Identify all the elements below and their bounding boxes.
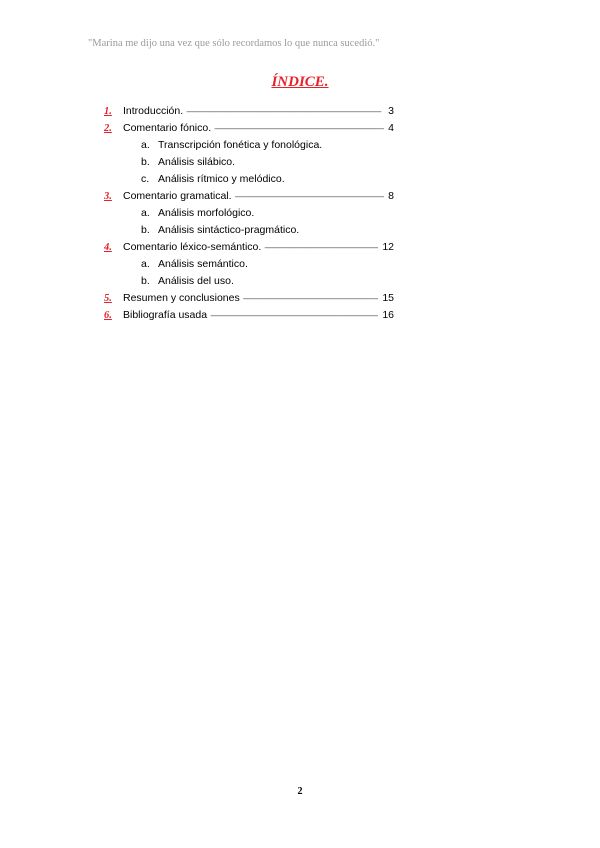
toc-subentry-letter: a. (141, 139, 150, 151)
toc-subentry-letter: a. (141, 258, 150, 270)
toc-entry-label: Comentario léxico-semántico. (123, 241, 262, 253)
toc-entry-number: 4. (104, 242, 112, 253)
toc-entry-page: 8 (388, 190, 394, 202)
toc-subentry-letter: b. (141, 156, 150, 168)
toc-entry-label: Comentario gramatical. (123, 190, 232, 202)
toc-entry-page: 3 (388, 105, 394, 117)
toc-subentry-label: Análisis silábico. (158, 156, 236, 168)
toc-entry-page: 15 (382, 292, 394, 304)
toc-subentry[interactable] (104, 154, 394, 171)
toc-subentry[interactable] (104, 256, 394, 273)
toc-leader (235, 188, 385, 205)
page-number: 2 (297, 786, 303, 797)
toc-subentry-letter: b. (141, 224, 150, 236)
toc-subentry[interactable] (104, 205, 394, 222)
toc-entry-number: 6. (104, 310, 112, 321)
toc-subentry[interactable] (104, 137, 394, 154)
toc-entry[interactable] (104, 307, 394, 324)
toc-entry[interactable] (104, 188, 394, 205)
toc-subentry-label: Análisis rítmico y melódico. (158, 173, 285, 185)
toc-leader (214, 120, 384, 137)
toc-entry-number: 5. (104, 293, 112, 304)
toc-subentry-label: Transcripción fonética y fonológica. (158, 139, 323, 151)
toc-leader (264, 239, 378, 256)
toc-leader (186, 103, 384, 120)
toc-subentry-label: Análisis morfológico. (158, 207, 255, 219)
toc-entry-page: 16 (382, 309, 394, 321)
table-of-contents (104, 103, 394, 324)
toc-entry-number: 1. (104, 106, 112, 117)
toc-subentry-letter: b. (141, 275, 150, 287)
toc-entry-page: 4 (388, 122, 394, 134)
toc-entry-label: Introducción. (123, 105, 184, 117)
header-quote: "Marina me dijo una vez que sólo recordamos lo que nunca sucedió." (88, 38, 380, 49)
toc-subentry-letter: a. (141, 207, 150, 219)
toc-entry-page: 12 (382, 241, 394, 253)
toc-entry-number: 3. (104, 191, 112, 202)
toc-subentry[interactable] (104, 171, 394, 188)
toc-subentry-label: Análisis semántico. (158, 258, 248, 270)
toc-entry[interactable] (104, 290, 394, 307)
toc-entry-label: Bibliografía usada (123, 309, 208, 321)
toc-entry[interactable] (104, 239, 394, 256)
toc-subentry[interactable] (104, 222, 394, 239)
toc-entry-label: Comentario fónico. (123, 122, 212, 134)
toc-subentry-letter: c. (141, 173, 150, 185)
toc-subentry[interactable] (104, 273, 394, 290)
toc-leader (210, 307, 378, 324)
toc-entry[interactable] (104, 120, 394, 137)
page-title: ÍNDICE. (271, 74, 329, 90)
toc-entry-label: Resumen y conclusiones (123, 292, 240, 304)
toc-leader (243, 290, 379, 307)
toc-entry[interactable] (104, 103, 394, 120)
toc-subentry-label: Análisis sintáctico-pragmático. (158, 224, 300, 236)
toc-subentry-label: Análisis del uso. (158, 275, 234, 287)
toc-entry-number: 2. (104, 123, 112, 134)
